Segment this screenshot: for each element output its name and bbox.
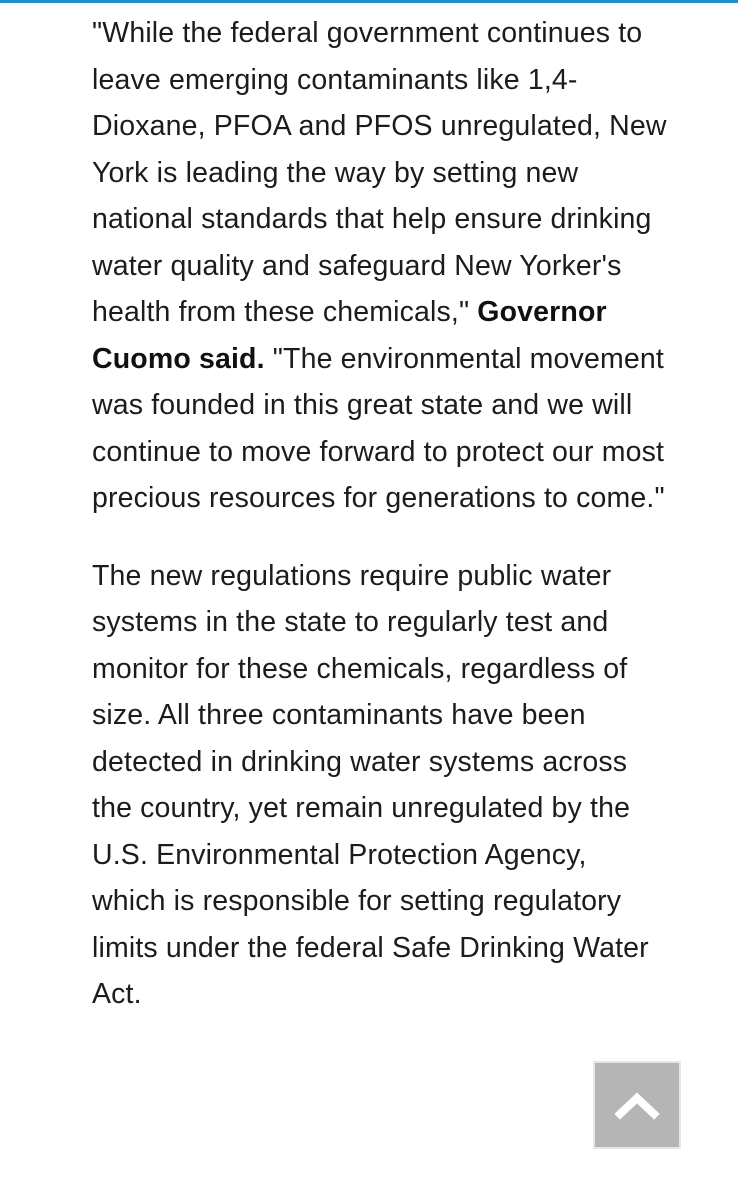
quote-paragraph xyxy=(92,10,667,522)
regulations-paragraph: The new regulations require public water systems in the state to regularly test and monitor for these chemicals, regardless of size. All three contaminants have been detected in drinking water systems across the country, yet remain unregulated by the U.S. Environmental Protection Agency, which is responsible for setting regulatory limits under the federal Safe Drinking Water Act. xyxy=(92,559,649,1010)
quote-text-closing: "The environmental movement was founded in this great state and we will continue to move forward to protect our most precious resources for generations to come." xyxy=(92,342,665,514)
quote-text-opening: "While the federal government continues to leave emerging contaminants like 1,4-Dioxane, PFOA and PFOS unregulated, New York is leading the way by setting new national standards that help ensure drinking water quality and safeguard New Yorker's health from these chemicals," xyxy=(92,17,667,328)
article-body xyxy=(92,10,667,1018)
chevron-up-icon xyxy=(614,1090,660,1120)
back-to-top-button[interactable] xyxy=(593,1061,681,1149)
top-accent-rule xyxy=(0,0,738,3)
quote-attribution: Governor Cuomo said. xyxy=(92,296,607,375)
